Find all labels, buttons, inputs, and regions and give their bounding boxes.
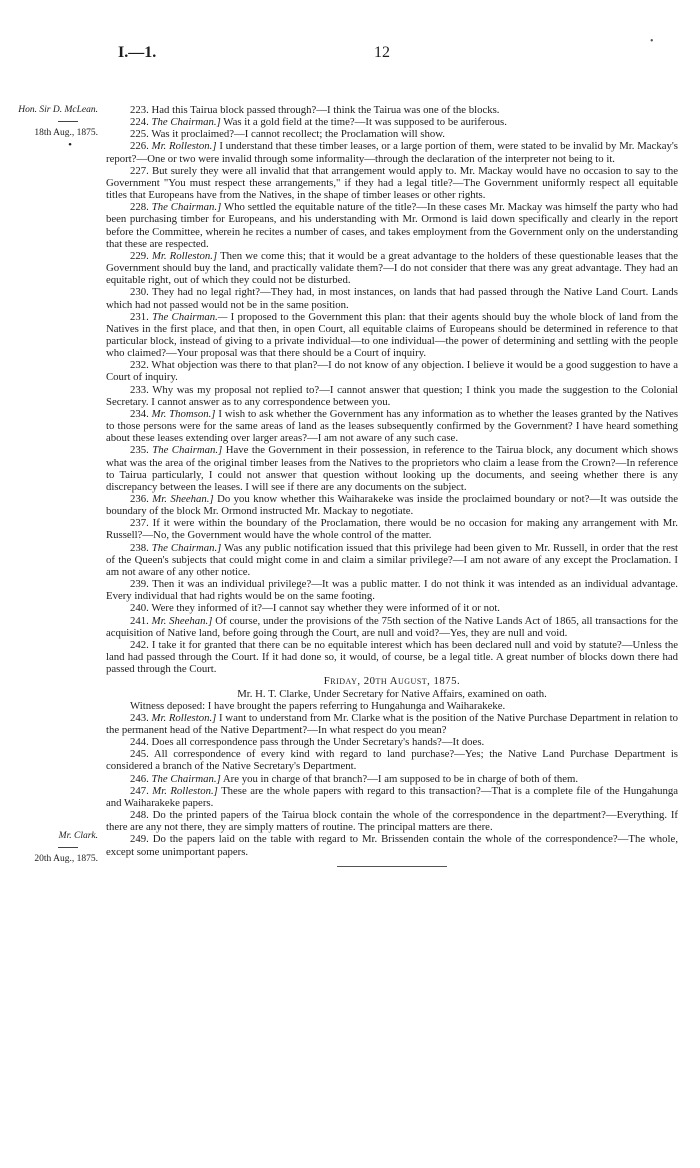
question-number: 236. [130, 493, 149, 505]
question-paragraph [106, 773, 678, 785]
question-text: All correspondence of every kind with regard to land purchase?—Yes; the Native Land Purchase Department is considered a branch of the Native Secretary's Department. [106, 748, 678, 773]
question-number: 223. [130, 104, 149, 116]
question-number: 225. [130, 128, 149, 141]
question-paragraph [106, 286, 678, 310]
question-paragraph [106, 444, 678, 493]
page-header [0, 36, 700, 66]
margin-divider [58, 121, 78, 122]
question-paragraph [106, 736, 678, 748]
question-number: 229. [130, 249, 149, 262]
margin-divider [58, 847, 78, 848]
page-mark: • [650, 36, 654, 47]
question-paragraph [106, 578, 678, 602]
witness-heading: Mr. H. T. Clarke, Under Secretary for Native Affairs, examined on oath. [237, 687, 547, 700]
question-text: Have the Government in their possession, in reference to the Tairua block, any document which shows what was the area of the original timber leases from the Natives to the proprietors who claim a lease from the Crown?—In reference to Tairua particularly, I could not answer that question without looking up the documents, and seeing whether there is any discrepancy between the leases. I will see if there are any documents on the subject. [106, 444, 679, 493]
question-text: Were they informed of it?—I cannot say whether they were informed of it or not. [151, 602, 500, 615]
question-number: 241. [130, 614, 149, 627]
question-text: Are you in charge of that branch?—I am supposed to be in charge of both of them. [222, 772, 579, 785]
question-text: Does all correspondence pass through the Under Secretary's hands?—It does. [151, 736, 485, 749]
question-paragraph [106, 493, 678, 517]
question-paragraph [106, 140, 678, 164]
question-paragraph [106, 165, 678, 201]
question-text: Was it proclaimed?—I cannot recollect; the Proclamation will show. [151, 128, 445, 141]
questioner-name: The Chairman.] [151, 541, 222, 554]
margin-date: 20th Aug., 1875. [34, 854, 98, 865]
question-number: 245. [130, 748, 149, 761]
question-number: 224. [130, 116, 149, 129]
question-text: If it were within the boundary of the Proclamation, there would be no occasion for making any arrangement with Mr. Russell?—No, the Government would have the whole control of the matter. [106, 517, 678, 542]
question-paragraph [106, 517, 678, 541]
section-date-heading: Friday, 20th August, 1875. [323, 675, 461, 688]
question-text: Then we come this; that it would be a great advantage to the holders of these questionable leases that the Government should buy the land, and practically validate them?—I do not consider that there was any great advantage. They had an equitable right, out of which they could not be disturbed. [106, 249, 678, 287]
question-number: 240. [130, 602, 149, 615]
questioner-name: Mr. Rolleston.] [151, 140, 217, 153]
question-text: I take it for granted that there can be no equitable interest which has been declared null and void by statute?—Unless the land had passed through the Court. If it had done so, it would, of course, be a legal title. A great number of blocks down there had passed through the Court. [106, 638, 679, 676]
questioner-name: The Chairman.] [152, 444, 223, 457]
questioner-name: Mr. Rolleston.] [151, 711, 217, 724]
question-text: Was any public notification issued that this privilege had been given to Mr. Russell, in order that the rest of the Queen's subjects that could might come in and claim a similar privilege?—I am not aware of any except the Proclamation. I am not aware of any other notice. [106, 541, 679, 578]
question-text: Was it a gold field at the time?—It was supposed to be auriferous. [223, 116, 507, 129]
question-number: 243. [130, 711, 149, 724]
question-number: 232. [130, 359, 149, 372]
question-paragraph [106, 128, 678, 140]
question-paragraph [106, 615, 678, 639]
question-text: These are the whole papers with regard to this transaction?—That is a complete file of the Hungahunga and Waiharakeke papers. [106, 784, 679, 809]
question-paragraph [106, 712, 678, 736]
question-paragraph [106, 408, 678, 444]
evidence-section-1 [106, 104, 678, 675]
question-number: 249. [130, 833, 149, 846]
question-number: 239. [130, 578, 149, 591]
question-text: What objection was there to that plan?—I do not know of any objection. I believe it would be a good suggestion to have a Court of inquiry. [106, 359, 678, 384]
question-paragraph [106, 833, 678, 857]
question-number: 233. [130, 383, 149, 396]
question-text: Of course, under the provisions of the 75th section of the Native Lands Act of 1865, all transactions for the acquisition of Native land, before going through the Court, are null and void?—Yes, they are null and void. [106, 614, 679, 639]
question-text: I understand that these timber leases, or a large portion of them, were stated to be invalid by Mr. Mackay's report?—One or two were invalid through some informality—through the declaration of the interpreter not being to it. [106, 140, 678, 165]
margin-witness-name: Mr. Clark. [58, 831, 98, 841]
questioner-name: Mr. Sheehan.] [151, 614, 213, 627]
question-number: 237. [130, 517, 149, 530]
question-number: 227. [130, 164, 149, 177]
questioner-name: The Chairman.] [151, 772, 221, 785]
question-text: Who settled the equitable nature of the title?—In these cases Mr. Mackay was himself the party who had been purchasing timber for Europeans, and his understanding with Mr. Ormond is laid down specifically and clearly in the report before the Committee, wherein he recites a number of cases, and takes employment from the Government only on the understanding that these are respected. [106, 201, 678, 250]
question-text: Then it was an individual privilege?—It was a public matter. I do not think it was intended as an individual advantage. Every individual that had rights would be on the same footing. [106, 578, 678, 603]
margin-bullet: • [68, 138, 72, 151]
margin-witness-name: Hon. Sir D. McLean. [18, 105, 98, 115]
margin-date: 18th Aug., 1875. [34, 128, 98, 139]
question-number: 238. [130, 541, 149, 554]
question-paragraph [106, 201, 678, 250]
question-number: 242. [130, 638, 149, 651]
question-text: I want to understand from Mr. Clarke what is the position of the Native Purchase Department in relation to the permanent head of the Native Department?—In what respect do you mean? [106, 711, 679, 736]
question-text: Do you know whether this Waiharakeke was inside the proclaimed boundary or not?—It was outside the boundary of the block Mr. Ormond instructed Mr. Mackay to negotiate. [106, 493, 678, 518]
question-text: Why was my proposal not replied to?—I cannot answer that question; I think you made the suggestion to the Colonial Secretary. I cannot answer as to any correspondence between you. [106, 383, 678, 408]
question-number: 246. [130, 772, 149, 785]
question-paragraph [106, 639, 678, 675]
question-number: 247. [130, 784, 149, 797]
questioner-name: The Chairman.] [151, 116, 221, 129]
end-rule [337, 866, 447, 867]
question-paragraph [106, 748, 678, 772]
question-number: 230. [130, 286, 149, 299]
margin-note-witness-1 [14, 105, 98, 152]
question-text: Do the printed papers of the Tairua block contain the whole of the correspondence in the department?—Everything. If there are any not there, they are simply matters of routine. The principal matters are there. [106, 809, 678, 834]
page-number: 12 [374, 44, 390, 61]
question-number: 226. [130, 140, 149, 153]
question-paragraph [106, 809, 678, 833]
question-number: 244. [130, 736, 149, 749]
questioner-name: The Chairman.— [152, 310, 228, 323]
questioner-name: Mr. Thomson.] [151, 407, 216, 420]
question-number: 235. [130, 444, 149, 457]
question-paragraph [106, 384, 678, 408]
question-number: 248. [130, 809, 149, 822]
questioner-name: Mr. Rolleston.] [152, 784, 218, 797]
witness-intro: Witness deposed: I have brought the papers referring to Hungahunga and Waiharakeke. [130, 699, 506, 712]
questioner-name: Mr. Sheehan.] [152, 493, 214, 505]
margin-note-witness-2 [14, 831, 98, 866]
question-paragraph [106, 542, 678, 578]
question-number: 228. [130, 201, 149, 214]
question-text: Do the papers laid on the table with regard to Mr. Brissenden contain the whole of the correspondence?—The whole, except some unimportant papers. [106, 833, 679, 858]
document-body [106, 104, 678, 867]
question-text: Had this Tairua block passed through?—I think the Tairua was one of the blocks. [151, 104, 500, 116]
questioner-name: Mr. Rolleston.] [151, 249, 218, 262]
section-code: I.—1. [118, 44, 157, 61]
question-paragraph [106, 116, 678, 128]
question-text: But surely they were all invalid that that arrangement would apply to. Mr. Mackay would have no occasion to say to the Government "You must respect these arrangements," if they had a legal title?—The Government uniformly respect all equitable titles that Europeans have from the Natives, in the shape of timber leases or other rights. [106, 164, 678, 202]
question-paragraph [106, 359, 678, 383]
question-paragraph [106, 785, 678, 809]
question-text: They had no legal right?—They had, in most instances, on lands that had passed through the Native Land Court. Lands which had not passed would not be in the same position. [106, 286, 678, 311]
question-text: I wish to ask whether the Government has any information as to whether the leases granted by the Natives to those persons were for the same areas of land as the leases subsequently confirmed by the Government? I have heard something about these leases extending over larger areas?—I am not aware of any such case. [106, 407, 679, 445]
question-number: 234. [130, 407, 149, 420]
question-paragraph [106, 104, 678, 116]
question-text: I proposed to the Government this plan: that their agents should buy the whole block of land from the Natives in the first place, and that then, in open Court, all equitable claims of Europeans should be determined in reference to that particular block, instead of giving to a private individual—to one individual—the power of determining and settling with the people who claimed?—Your proposal was that there should be a Court of inquiry. [106, 310, 678, 360]
question-number: 231. [130, 310, 149, 323]
question-paragraph [106, 250, 678, 286]
evidence-section-2 [106, 712, 678, 858]
questioner-name: The Chairman.] [151, 201, 222, 214]
question-paragraph [106, 602, 678, 614]
question-paragraph [106, 311, 678, 360]
